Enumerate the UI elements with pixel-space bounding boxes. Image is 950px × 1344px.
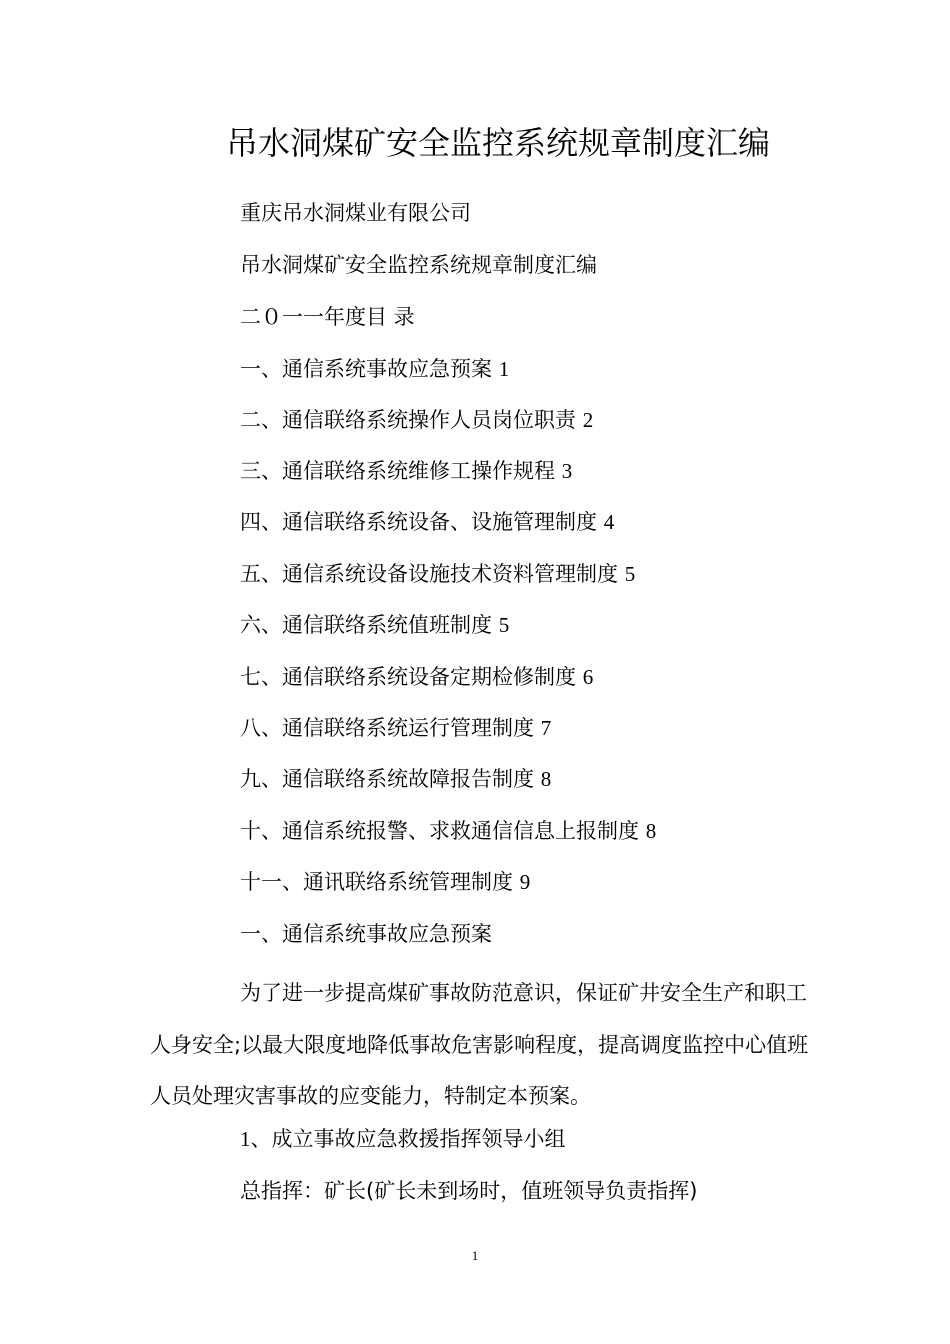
page-number: 1 [471, 1248, 479, 1263]
toc-item-label: 十、通信系统报警、求救通信信息上报制度 [240, 819, 639, 843]
item-heading [240, 1124, 566, 1154]
toc-heading: 二０一一年度目 录 [240, 305, 415, 329]
toc-item-page: 9 [519, 870, 531, 894]
toc-item-label: 六、通信联络系统值班制度 [240, 613, 492, 637]
toc-item-label: 八、通信联络系统运行管理制度 [240, 716, 534, 740]
toc-item [240, 610, 509, 640]
company-name: 重庆吊水洞煤业有限公司 [240, 201, 471, 225]
toc-item-label: 五、通信系统设备设施技术资料管理制度 [240, 562, 618, 586]
toc-item [240, 816, 656, 846]
toc-item [240, 507, 614, 537]
toc-item-page: 5 [498, 613, 510, 637]
toc-item-label: 十一、通讯联络系统管理制度 [240, 870, 513, 894]
toc-item-label: 九、通信联络系统故障报告制度 [240, 767, 534, 791]
toc-item-label: 四、通信联络系统设备、设施管理制度 [240, 510, 597, 534]
item-number: 1 [240, 1127, 251, 1151]
toc-item-label: 七、通信联络系统设备定期检修制度 [240, 665, 576, 689]
toc-item [240, 662, 593, 692]
toc-item-page: 7 [540, 716, 552, 740]
document-subtitle: 吊水洞煤矿安全监控系统规章制度汇编 [240, 253, 597, 277]
toc-item [240, 867, 530, 897]
toc-item-page: 1 [498, 357, 510, 381]
toc-item-page: 3 [561, 459, 573, 483]
toc-item [240, 559, 635, 589]
document-title: 吊水洞煤矿安全监控系统规章制度汇编 [226, 124, 771, 162]
intro-paragraph: 为了进一步提高煤矿事故防范意识，保证矿井安全生产和职工人身安全;以最大限度地降低事故危害影响程度，提高调度监控中心值班人员处理灾害事故的应变能力，特制定本预案。 [150, 981, 809, 1108]
toc-item-page: 8 [645, 819, 657, 843]
toc-item [240, 764, 551, 794]
item-heading-text: 、成立事故应急救援指挥领导小组 [250, 1127, 566, 1151]
commander-line: 总指挥：矿长(矿长未到场时，值班领导负责指挥) [240, 1179, 698, 1203]
toc-item [240, 713, 551, 743]
toc-item-page: 6 [582, 665, 594, 689]
toc-item-label: 一、通信系统事故应急预案 [240, 357, 492, 381]
toc-item-page: 8 [540, 767, 552, 791]
toc-item-page: 4 [603, 510, 615, 534]
toc-item-page: 2 [582, 408, 594, 432]
toc-item-page: 5 [624, 562, 636, 586]
toc-item [240, 354, 509, 384]
toc-item [240, 456, 572, 486]
toc-item [240, 405, 593, 435]
toc-item-label: 二、通信联络系统操作人员岗位职责 [240, 408, 576, 432]
toc-item-label: 三、通信联络系统维修工操作规程 [240, 459, 555, 483]
section-heading: 一、通信系统事故应急预案 [240, 922, 492, 946]
